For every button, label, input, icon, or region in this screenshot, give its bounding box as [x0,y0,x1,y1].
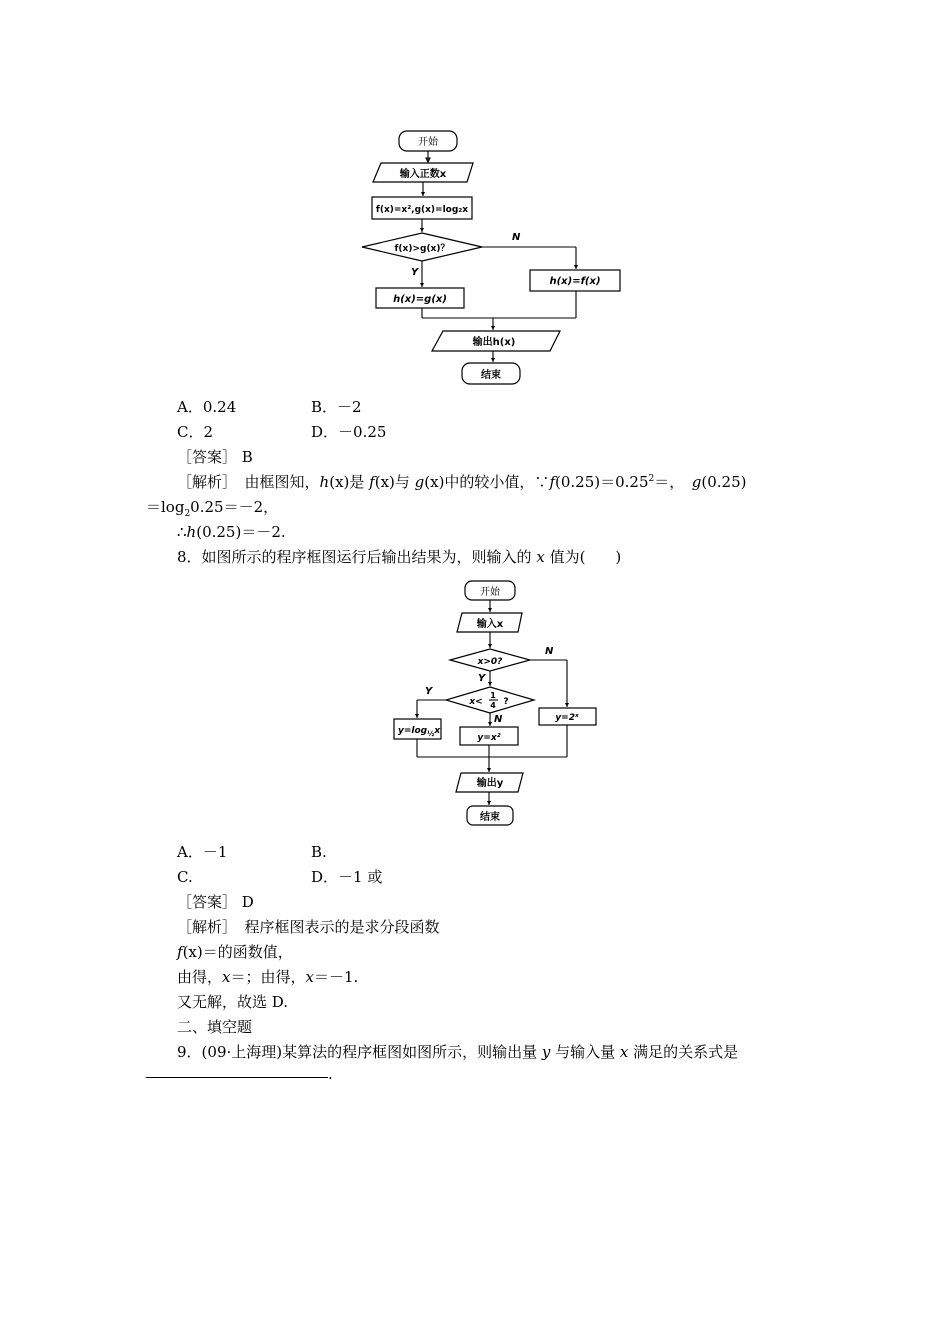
q8-question-var: x [536,548,545,566]
q8-analysis-text: ＝－1. [313,968,359,986]
fc2-start-text: 开始 [480,587,500,598]
q8-question-text: 8．如图所示的程序框图运行后输出结果为，则输入的 [177,548,537,566]
fc1-no-box-text: h(x)=f(x) [549,276,601,287]
q8-question [177,547,621,567]
fc2-log-x: x [434,726,441,736]
fc1-yes-label: Y [411,267,419,278]
fc2-decision2-frac-d: 4 [490,701,496,710]
q8-analysis-var: f [177,943,183,961]
q7-analysis-var: h [186,523,197,541]
q7-analysis-var: g [414,473,425,491]
fc1-no-label: N [512,232,521,243]
fc2-yes2-label: Y [425,686,433,697]
q7-analysis-text: ∴ [177,523,187,541]
fc2-decision2-frac-n: 1 [490,691,496,700]
q8-analysis-var: x [305,968,314,986]
q8-analysis-text: 由得， [177,968,223,986]
fc2-output-text: 输出y [476,778,504,789]
q7-analysis-text: ＝log [146,498,185,516]
fc1-decision-text: f(x)>g(x)？ [394,244,450,254]
q7-analysis-line-2 [146,497,278,517]
q7-analysis-text: 0.25＝－2， [190,498,279,516]
q7-analysis-var: h [319,473,330,491]
fc1-end-text: 结束 [481,370,501,381]
q7-analysis-text: ＝， [654,473,677,491]
q7-analysis-var: f [549,473,555,491]
q8-option-b: B. [311,843,327,861]
fc2-exp-text: y=2ˣ [555,713,579,723]
fc1-define-text: f(x)=x²,g(x)=log₂x [375,205,469,215]
q9-question-text: 与输入量 [550,1043,620,1061]
q9-question-text: 满足的关系式是 [628,1043,739,1061]
q9-question [177,1042,738,1062]
fc1-start-text: 开始 [418,137,438,148]
flowchart-1 [0,0,950,400]
q8-analysis-line-2 [177,942,293,962]
q7-analysis-text: (0.25)＝－2. [196,523,286,541]
q8-analysis-line-4: 又无解，故选 D. [177,993,289,1011]
q7-analysis-text: (x)是 [329,473,370,491]
fc2-yes1-label: Y [478,673,486,684]
fc2-decision2-text-b: ? [503,697,509,707]
q8-analysis-text: (x)＝的函数值， [182,943,293,961]
q8-option-c: C. [177,868,193,886]
q8-analysis-var: x [222,968,231,986]
fc2-input-text: 输入x [476,619,504,630]
fc2-no1-label: N [545,646,554,657]
fc2-decision1-text: x>0? [477,657,503,667]
q8-option-a: A．－1 [177,843,228,861]
q9-tail: . [328,1065,333,1083]
fc2-log-prefix: y=log [398,726,428,736]
q9-answer-blank[interactable] [146,1076,328,1078]
q7-analysis-text: (0.25)＝0.25 [555,473,649,491]
q7-analysis-text: (x)中的较小值，∵ [424,473,550,491]
section-heading: 二、填空题 [177,1018,253,1036]
fc1-input-text: 输入正数x [399,169,447,180]
q7-analysis-var: g [691,473,702,491]
q7-analysis-text: (0.25) [701,473,747,491]
fc2-decision2-text-a: x< [469,697,483,707]
q8-analysis-text: ＝；由得， [230,968,306,986]
q7-analysis-var: f [369,473,375,491]
q7-analysis-line-3 [177,522,286,542]
q7-analysis-text: 由框图知， [244,473,320,491]
q7-analysis-line-1 [177,472,747,492]
q7-option-b: B．－2 [311,398,362,416]
q7-analysis-sup: 2 [648,474,655,484]
fc2-no2-label: N [494,714,503,725]
q7-option-d: D．－0.25 [311,423,387,441]
q8-answer: ［答案］ D [177,893,254,911]
fc1-output-text: 输出h(x) [472,337,516,348]
q8-question-text: 值为( ) [544,548,622,566]
q8-analysis-label: ［解析］ [177,918,230,936]
q8-option-d: D．－1 或 [311,868,383,886]
q7-analysis-text: (x)与 [374,473,415,491]
q7-analysis-label: ［解析］ [177,473,230,491]
fc2-square-text: y=x² [477,733,501,743]
q8-analysis-line-3 [177,967,358,987]
q8-analysis-line-1 [177,917,440,937]
fc1-yes-box-text: h(x)=g(x) [393,294,447,305]
q9-question-var: y [541,1043,551,1061]
fc2-end-text: 结束 [480,812,500,823]
q8-analysis-text: 程序框图表示的是求分段函数 [244,918,440,936]
q9-question-text: 9．(09·上海理)某算法的程序框图如图所示，则输出量 [177,1043,542,1061]
q7-option-c: C．2 [177,423,214,441]
q7-analysis-sub: 2 [184,509,191,519]
q7-option-a: A．0.24 [177,398,237,416]
q9-question-var: x [619,1043,629,1061]
q7-answer: ［答案］ B [177,448,253,466]
fc2-log-base: ½ [427,730,435,738]
flowchart-2 [0,570,950,840]
